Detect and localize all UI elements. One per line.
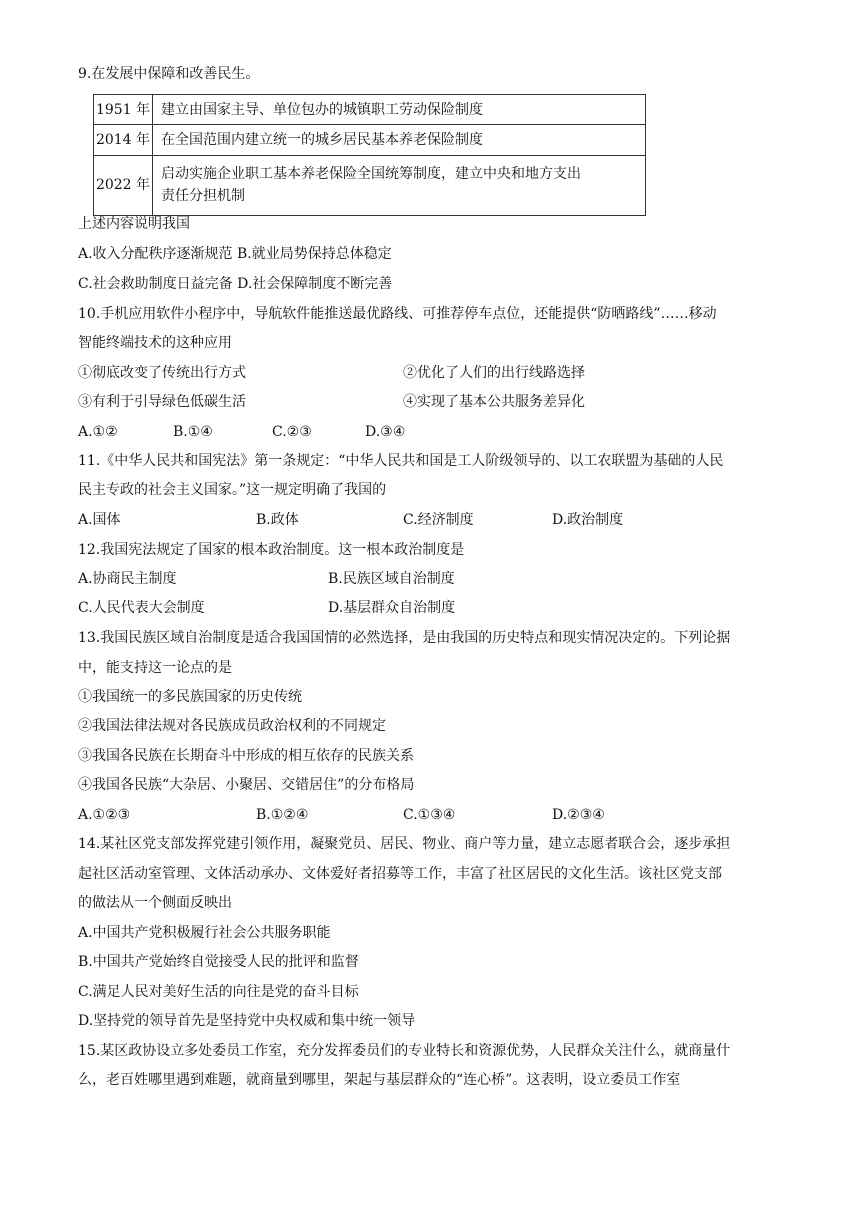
q13-option-a[interactable]: A.①②③: [78, 807, 131, 823]
table-event-line: 启动实施企业职工基本养老保险全国统筹制度，建立中央和地方支出: [161, 166, 581, 183]
table-year: 1951 年: [94, 95, 153, 125]
q10-option-d[interactable]: D.③④: [365, 424, 406, 440]
q10-statement-2: ②优化了人们的出行线路选择: [403, 365, 585, 381]
q11-stem-line2: 民主专政的社会主义国家。”这一规定明确了我国的: [78, 482, 387, 498]
table-event-line: 责任分担机制: [161, 188, 245, 205]
q9-history-table: [93, 94, 646, 216]
q9-options-ab: A.收入分配秩序逐渐规范 B.就业局势保持总体稳定: [78, 246, 392, 262]
q13-stem-line2: 中，能支持这一论点的是: [78, 660, 232, 676]
q11-option-a[interactable]: A.国体: [78, 512, 121, 528]
table-event: [153, 155, 646, 216]
q12-option-b[interactable]: B.民族区域自治制度: [328, 571, 455, 587]
table-event: 在全国范围内建立统一的城乡居民基本养老保险制度: [153, 125, 646, 155]
q11-option-b[interactable]: B.政体: [256, 512, 299, 528]
q14-option-c[interactable]: C.满足人民对美好生活的向往是党的奋斗目标: [78, 984, 359, 1000]
table-row: [94, 125, 646, 155]
table-year: 2014 年: [94, 125, 153, 155]
table-year: 2022 年: [94, 155, 153, 216]
q13-statement-1: ①我国统一的多民族国家的历史传统: [78, 689, 302, 705]
q14-stem-line2: 起社区活动室管理、文体活动承办、文体爱好者招募等工作，丰富了社区居民的文化生活。该社区党支部: [78, 866, 722, 882]
q11-stem-line1: 11.《中华人民共和国宪法》第一条规定：“中华人民共和国是工人阶级领导的、以工农联盟为基础的人民: [78, 453, 724, 469]
q10-statement-4: ④实现了基本公共服务差异化: [403, 394, 585, 410]
q12-option-a[interactable]: A.协商民主制度: [78, 571, 177, 587]
q10-stem-line1: 10.手机应用软件小程序中，导航软件能推送最优路线、可推荐停车点位，还能提供“防晒路线”……移动: [78, 306, 717, 322]
q13-stem-line1: 13.我国民族区域自治制度是适合我国国情的必然选择，是由我国的历史特点和现实情况决定的。下列论据: [78, 630, 731, 646]
q14-option-a[interactable]: A.中国共产党积极履行社会公共服务职能: [78, 925, 331, 941]
table-row: [94, 95, 646, 125]
q12-option-c[interactable]: C.人民代表大会制度: [78, 600, 205, 616]
q10-stem-line2: 智能终端技术的这种应用: [78, 335, 232, 351]
q9-options-cd: C.社会救助制度日益完备 D.社会保障制度不断完善: [78, 276, 393, 292]
q11-option-c[interactable]: C.经济制度: [403, 512, 474, 528]
q10-option-b[interactable]: B.①④: [173, 424, 213, 440]
q15-stem-line1: 15.某区政协设立多处委员工作室，充分发挥委员们的专业特长和资源优势，人民群众关注什么，就商量什: [78, 1043, 731, 1059]
q11-option-d[interactable]: D.政治制度: [552, 512, 624, 528]
q13-statement-2: ②我国法律法规对各民族成员政治权利的不同规定: [78, 718, 386, 734]
q12-stem: 12.我国宪法规定了国家的根本政治制度。这一根本政治制度是: [78, 542, 465, 558]
q13-option-c[interactable]: C.①③④: [403, 807, 456, 823]
q13-statement-3: ③我国各民族在长期奋斗中形成的相互依存的民族关系: [78, 748, 414, 764]
q13-statement-4: ④我国各民族“大杂居、小聚居、交错居住”的分布格局: [78, 777, 415, 793]
q10-option-c[interactable]: C.②③: [272, 424, 312, 440]
q15-stem-line2: 么，老百姓哪里遇到难题，就商量到哪里，架起与基层群众的“连心桥”。这表明，设立委员工作室: [78, 1072, 681, 1088]
q14-stem-line1: 14.某社区党支部发挥党建引领作用，凝聚党员、居民、物业、商户等力量，建立志愿者联合会，逐步承担: [78, 836, 731, 852]
q13-option-b[interactable]: B.①②④: [256, 807, 309, 823]
q14-option-d[interactable]: D.坚持党的领导首先是坚持党中央权威和集中统一领导: [78, 1013, 416, 1029]
q9-question: 上述内容说明我国: [78, 216, 190, 232]
q13-option-d[interactable]: D.②③④: [552, 807, 605, 823]
q12-option-d[interactable]: D.基层群众自治制度: [328, 600, 456, 616]
q14-stem-line3: 的做法从一个侧面反映出: [78, 895, 232, 911]
table-row: [94, 155, 646, 216]
q10-option-a[interactable]: A.①②: [78, 424, 118, 440]
q14-option-b[interactable]: B.中国共产党始终自觉接受人民的批评和监督: [78, 954, 359, 970]
q10-statement-3: ③有利于引导绿色低碳生活: [78, 394, 246, 410]
table-event: 建立由国家主导、单位包办的城镇职工劳动保险制度: [153, 95, 646, 125]
q9-stem: 9.在发展中保障和改善民生。: [78, 66, 260, 82]
q10-statement-1: ①彻底改变了传统出行方式: [78, 365, 246, 381]
